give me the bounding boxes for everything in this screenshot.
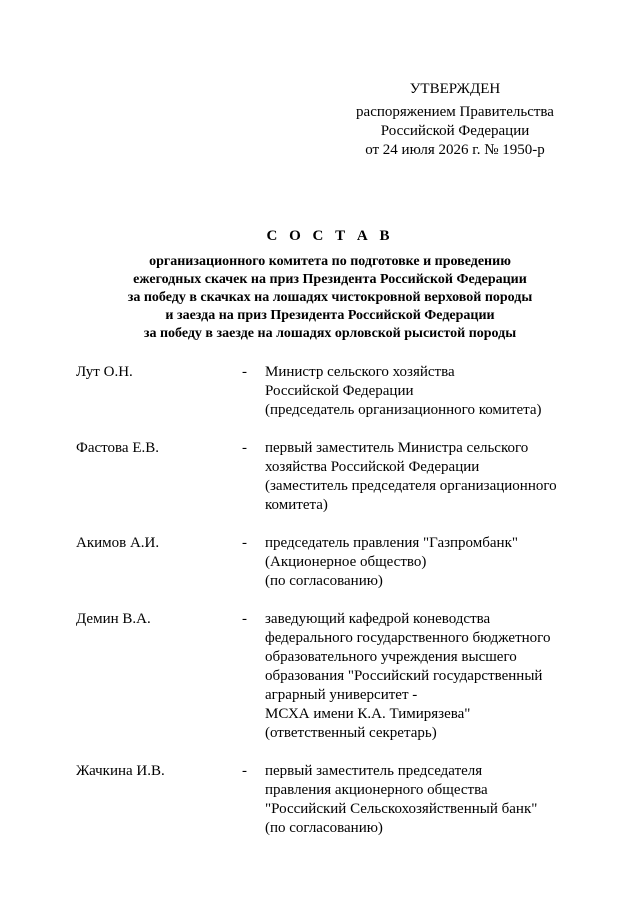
member-entry [76,610,576,743]
heading-line-1: организационного комитета по подготовке и проведению [149,254,511,269]
member-role-line: (по согласованию) [265,573,383,589]
member-dash: - [242,440,247,456]
member-role-line: правления акционерного общества [265,782,488,798]
document-title: С О С Т А В [266,228,394,244]
member-name: Лут О.Н. [76,364,133,380]
member-role-line: первый заместитель Министра сельского [265,440,529,456]
member-role-line: МСХА имени К.А. Тимирязева" [265,706,471,722]
member-role-line: председатель правления "Газпромбанк" [265,535,518,551]
member-role-line: (ответственный секретарь) [265,725,437,741]
member-dash: - [242,535,247,551]
member-role [265,610,575,743]
member-role-line: Российской Федерации [265,383,414,399]
heading-line-2: ежегодных скачек на приз Президента Российской Федерации [133,272,527,287]
member-name: Фастова Е.В. [76,440,159,456]
member-entry [76,762,576,838]
member-dash: - [242,364,247,380]
member-dash: - [242,611,247,627]
member-role-line: "Российский Сельскохозяйственный банк" [265,801,538,817]
approval-line-3: от 24 июля 2026 г. № 1950-р [365,142,545,158]
member-role-line: аграрный университет - [265,687,418,703]
member-entry [76,363,576,420]
heading-line-3: за победу в скачках на лошадях чистокровной верховой породы [127,290,533,305]
heading-line-4: и заезда на приз Президента Российской Федерации [165,308,495,323]
member-entry [76,439,576,515]
document-heading [40,227,620,343]
member-role-line: хозяйства Российской Федерации [265,459,480,475]
member-name: Акимов А.И. [76,535,160,551]
member-role [265,762,575,838]
member-role [265,439,575,515]
member-entry [76,534,576,591]
member-role-line: заведующий кафедрой коневодства [265,611,491,627]
member-role-line: (по согласованию) [265,820,383,836]
approval-line-2: Российской Федерации [380,123,530,139]
approval-block [340,80,570,160]
approval-line-1: распоряжением Правительства [356,104,554,120]
member-role-line: образования "Российский государственный [265,668,543,684]
member-name: Жачкина И.В. [76,763,165,779]
member-role-line: комитета) [265,497,328,513]
member-role-line: первый заместитель председателя [265,763,483,779]
member-role-line: (председатель организационного комитета) [265,402,542,418]
committee-members-list [76,363,576,857]
member-role-line: (заместитель председателя организационного [265,478,557,494]
heading-line-5: за победу в заезде на лошадях орловской рысистой породы [143,326,517,341]
member-role-line: (Акционерное общество) [265,554,427,570]
approval-title: УТВЕРЖДЕН [409,81,501,97]
member-dash: - [242,763,247,779]
member-name: Демин В.А. [76,611,151,627]
member-role-line: Министр сельского хозяйства [265,364,455,380]
member-role-line: федерального государственного бюджетного [265,630,551,646]
member-role [265,363,575,420]
member-role-line: образовательного учреждения высшего [265,649,517,665]
member-role [265,534,575,591]
